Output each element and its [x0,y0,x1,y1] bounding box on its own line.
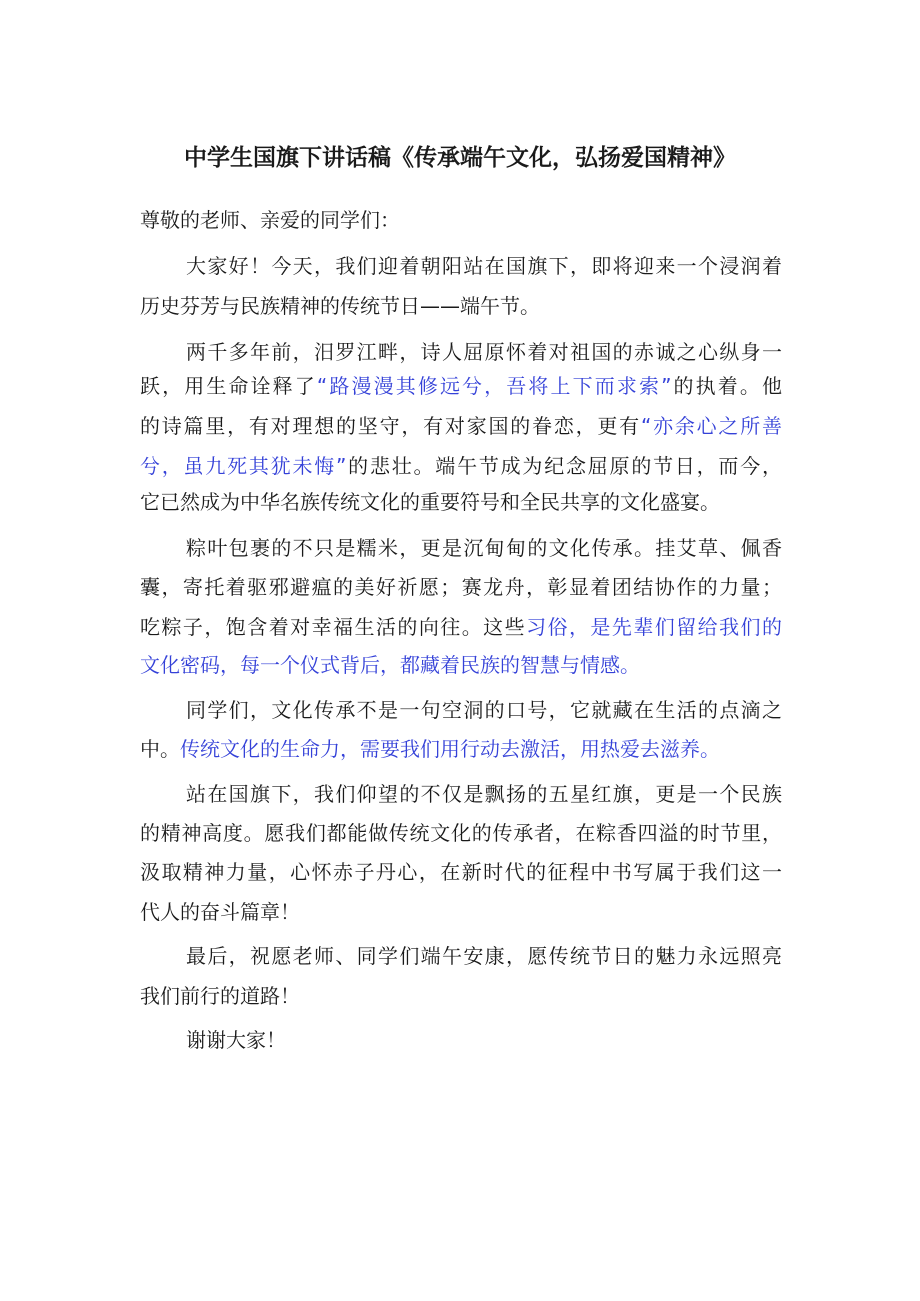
paragraph-3-line-3 [140,612,782,642]
text-run: 的诗篇里，有对理想的坚守，有对家国的眷恋，更有 [140,414,641,438]
paragraph-6-line-1: 最后，祝愿老师、同学们端午安康，愿传统节日的魅力永远照亮 [186,944,782,968]
paragraph-6-line-2: 我们前行的道路！ [140,984,300,1008]
text-run: 跃，用生命诠释了 [140,374,317,398]
text-highlight: 习俗，是先辈们留给我们的 [526,615,782,639]
paragraph-3-line-2: 囊，寄托着驱邪避瘟的美好祈愿；赛龙舟，彰显着团结协作的力量； [140,575,782,599]
document-title: 中学生国旗下讲话稿《传承端午文化，弘扬爱国精神》 [184,145,736,171]
paragraph-2-line-5: 它已然成为中华名族传统文化的重要符号和全民共享的文化盛宴。 [140,490,720,514]
paragraph-4-line-1: 同学们，文化传承不是一句空洞的口号，它就藏在生活的点滴之 [186,698,782,722]
text-highlight: 传统文化的生命力，需要我们用行动去激活，用热爱去滋养。 [180,737,720,761]
paragraph-3-line-1: 粽叶包裹的不只是糯米，更是沉甸甸的文化传承。挂艾草、佩香 [186,536,782,560]
quote-highlight: “路漫漫其修远兮，吾将上下而求索” [316,374,672,398]
text-run: 中。 [140,737,180,761]
paragraph-5-line-1: 站在国旗下，我们仰望的不仅是飘扬的五星红旗，更是一个民族 [186,782,782,806]
text-run: 的执着。他 [671,374,782,398]
paragraph-2-line-4 [140,451,782,481]
quote-highlight: 兮，虽九死其犹未悔” [140,454,347,478]
paragraph-2-line-3 [140,411,782,441]
paragraph-5-line-4: 代人的奋斗篇章！ [140,900,300,924]
paragraph-5-line-3: 汲取精神力量，心怀赤子丹心，在新时代的征程中书写属于我们这一 [140,860,782,884]
quote-highlight: “亦余心之所善 [640,414,782,438]
paragraph-1-line-2: 历史芬芳与民族精神的传统节日——端午节。 [140,294,540,318]
text-run: 吃粽子，饱含着对幸福生活的向往。这些 [140,615,527,639]
paragraph-2-line-2 [140,371,782,401]
closing: 谢谢大家！ [186,1028,286,1052]
text-run: 的悲壮。端午节成为纪念屈原的节日，而今， [346,454,782,478]
paragraph-5-line-2: 的精神高度。愿我们都能做传统文化的传承者，在粽香四溢的时节里， [140,821,782,845]
paragraph-2-line-1: 两千多年前，汨罗江畔，诗人屈原怀着对祖国的赤诚之心纵身一 [186,340,782,364]
paragraph-3-line-4: 文化密码，每一个仪式背后，都藏着民族的智慧与情感。 [140,653,640,677]
greeting: 尊敬的老师、亲爱的同学们： [140,208,400,232]
paragraph-4-line-2 [140,734,782,764]
paragraph-1-line-1: 大家好！今天，我们迎着朝阳站在国旗下，即将迎来一个浸润着 [186,254,782,278]
